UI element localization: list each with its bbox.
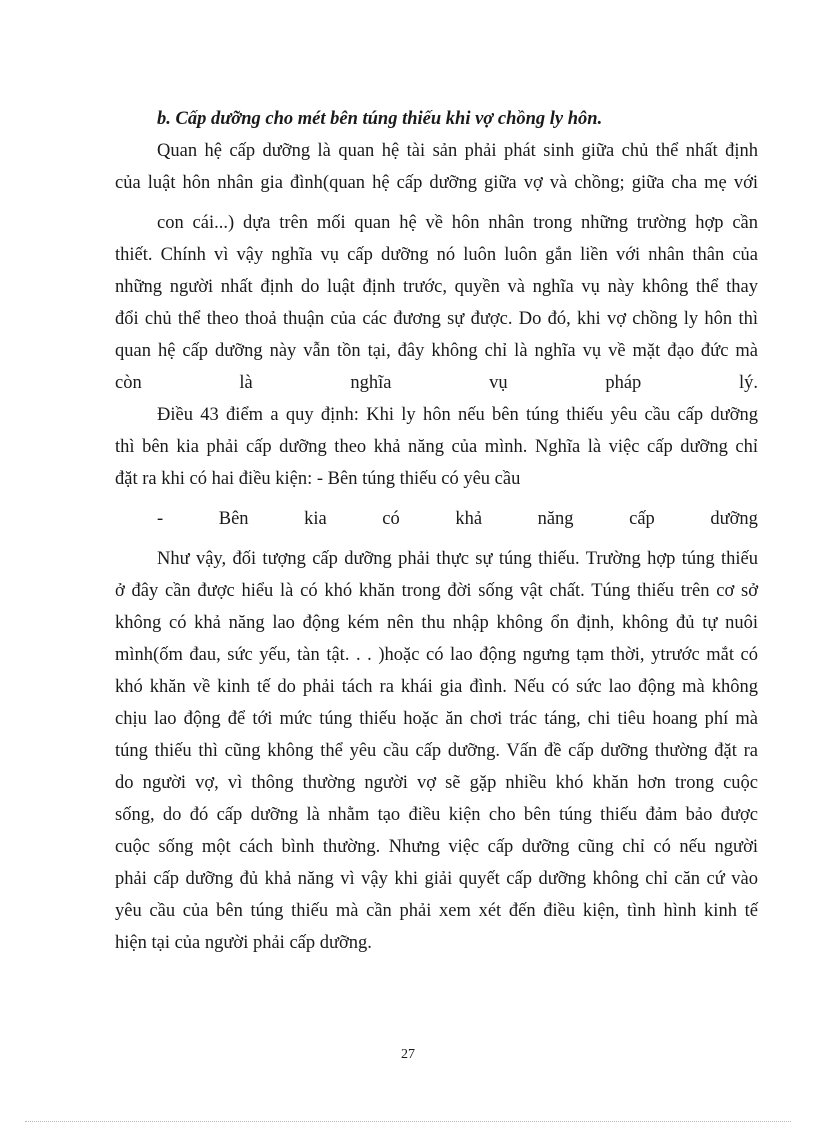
text-line: Như vậy, đối tượng cấp dưỡng phải thực sự túng thiếu. Trường hợp túng thiếu bbox=[157, 549, 758, 569]
text-line: Điều 43 điểm a quy định: Khi ly hôn nếu bên túng thiếu yêu cầu cấp dưỡng bbox=[157, 405, 758, 425]
text-line: khó khăn về kinh tế do phải tách ra khái gia đình. Nếu có sức lao động mà không bbox=[115, 677, 758, 697]
text-line: cuộc sống một cách bình thường. Nhưng việc cấp dưỡng cũng chỉ có nếu người bbox=[115, 837, 758, 857]
text-line: những người nhất định do luật định trước, quyền và nghĩa vụ này không thể thay bbox=[115, 277, 758, 297]
paragraph-2 bbox=[115, 207, 758, 367]
section-heading: b. Cấp dưỡng cho mét bên túng thiếu khi vợ chồng ly hôn. bbox=[157, 109, 603, 129]
word: lý. bbox=[738, 373, 758, 393]
text-line: ở đây cần được hiểu là có khó khăn trong đời sống vật chất. Túng thiếu trên cơ sở bbox=[115, 581, 758, 601]
word: năng bbox=[537, 509, 574, 529]
text-line: của luật hôn nhân gia đình(quan hệ cấp dưỡng giữa vợ và chồng; giữa cha mẹ với bbox=[115, 173, 758, 193]
word: là bbox=[239, 373, 253, 393]
word: vụ bbox=[489, 373, 508, 393]
word: cấp bbox=[629, 509, 655, 529]
paragraph-1 bbox=[115, 135, 758, 199]
spread-line bbox=[115, 367, 758, 399]
word: kia bbox=[304, 509, 327, 529]
text-line: mình(ốm đau, sức yếu, tàn tật. . . )hoặc có lao động ngưng tạm thời, ytrước mắt có bbox=[115, 645, 758, 665]
page-number: 27 bbox=[401, 1047, 415, 1062]
text-line: không có khả năng lao động kém nên thu nhập không ổn định, không đủ tự nuôi bbox=[115, 613, 758, 633]
word: có bbox=[382, 509, 400, 529]
paragraph-5 bbox=[115, 543, 758, 959]
text-line: phải cấp dưỡng đủ khả năng vì vậy khi giải quyết cấp dưỡng không chỉ căn cứ vào bbox=[115, 869, 758, 889]
word: Bên bbox=[218, 509, 249, 529]
text-line: do người vợ, vì thông thường người vợ sẽ gặp nhiều khó khăn hơn trong cuộc bbox=[115, 773, 758, 793]
word: - bbox=[157, 509, 164, 529]
word: dưỡng bbox=[710, 509, 758, 529]
text-line: quan hệ cấp dưỡng này vẫn tồn tại, đây không chỉ là nghĩa vụ về mặt đạo đức mà bbox=[115, 341, 758, 361]
word: pháp bbox=[605, 373, 642, 393]
text-line: yêu cầu của bên túng thiếu mà cần phải xem xét đến điều kiện, tình hình kinh tế bbox=[115, 901, 758, 921]
word: còn bbox=[115, 373, 142, 393]
footer-divider bbox=[25, 1121, 791, 1122]
spread-line bbox=[115, 503, 758, 535]
word: nghĩa bbox=[350, 373, 392, 393]
text-line: sống, do đó cấp dưỡng là nhằm tạo điều kiện cho bên túng thiếu đảm bảo được bbox=[115, 805, 758, 825]
body-text bbox=[115, 103, 758, 959]
text-line: thì bên kia phải cấp dưỡng theo khả năng của mình. Nghĩa là việc cấp dưỡng chỉ bbox=[115, 437, 758, 457]
text-line: con cái...) dựa trên mối quan hệ về hôn nhân trong những trường hợp cần bbox=[157, 213, 758, 233]
text-line: đặt ra khi có hai điều kiện: - Bên túng thiếu có yêu cầu bbox=[115, 469, 521, 489]
word: khả bbox=[455, 509, 483, 529]
text-line: đổi chủ thể theo thoả thuận của các đương sự được. Do đó, khi vợ chồng ly hôn thì bbox=[115, 309, 758, 329]
paragraph-3 bbox=[115, 399, 758, 495]
text-line: hiện tại của người phải cấp dưỡng. bbox=[115, 933, 372, 953]
text-line: túng thiếu thì cũng không thể yêu cầu cấp dưỡng. Vấn đề cấp dưỡng thường đặt ra bbox=[115, 741, 758, 761]
text-line: Quan hệ cấp dưỡng là quan hệ tài sản phải phát sinh giữa chủ thể nhất định bbox=[157, 141, 758, 161]
text-line: thiết. Chính vì vậy nghĩa vụ cấp dưỡng nó luôn luôn gắn liền với nhân thân của bbox=[115, 245, 758, 265]
text-line: chịu lao động để tới mức túng thiếu hoặc ăn chơi trác táng, chi tiêu hoang phí mà bbox=[115, 709, 758, 729]
